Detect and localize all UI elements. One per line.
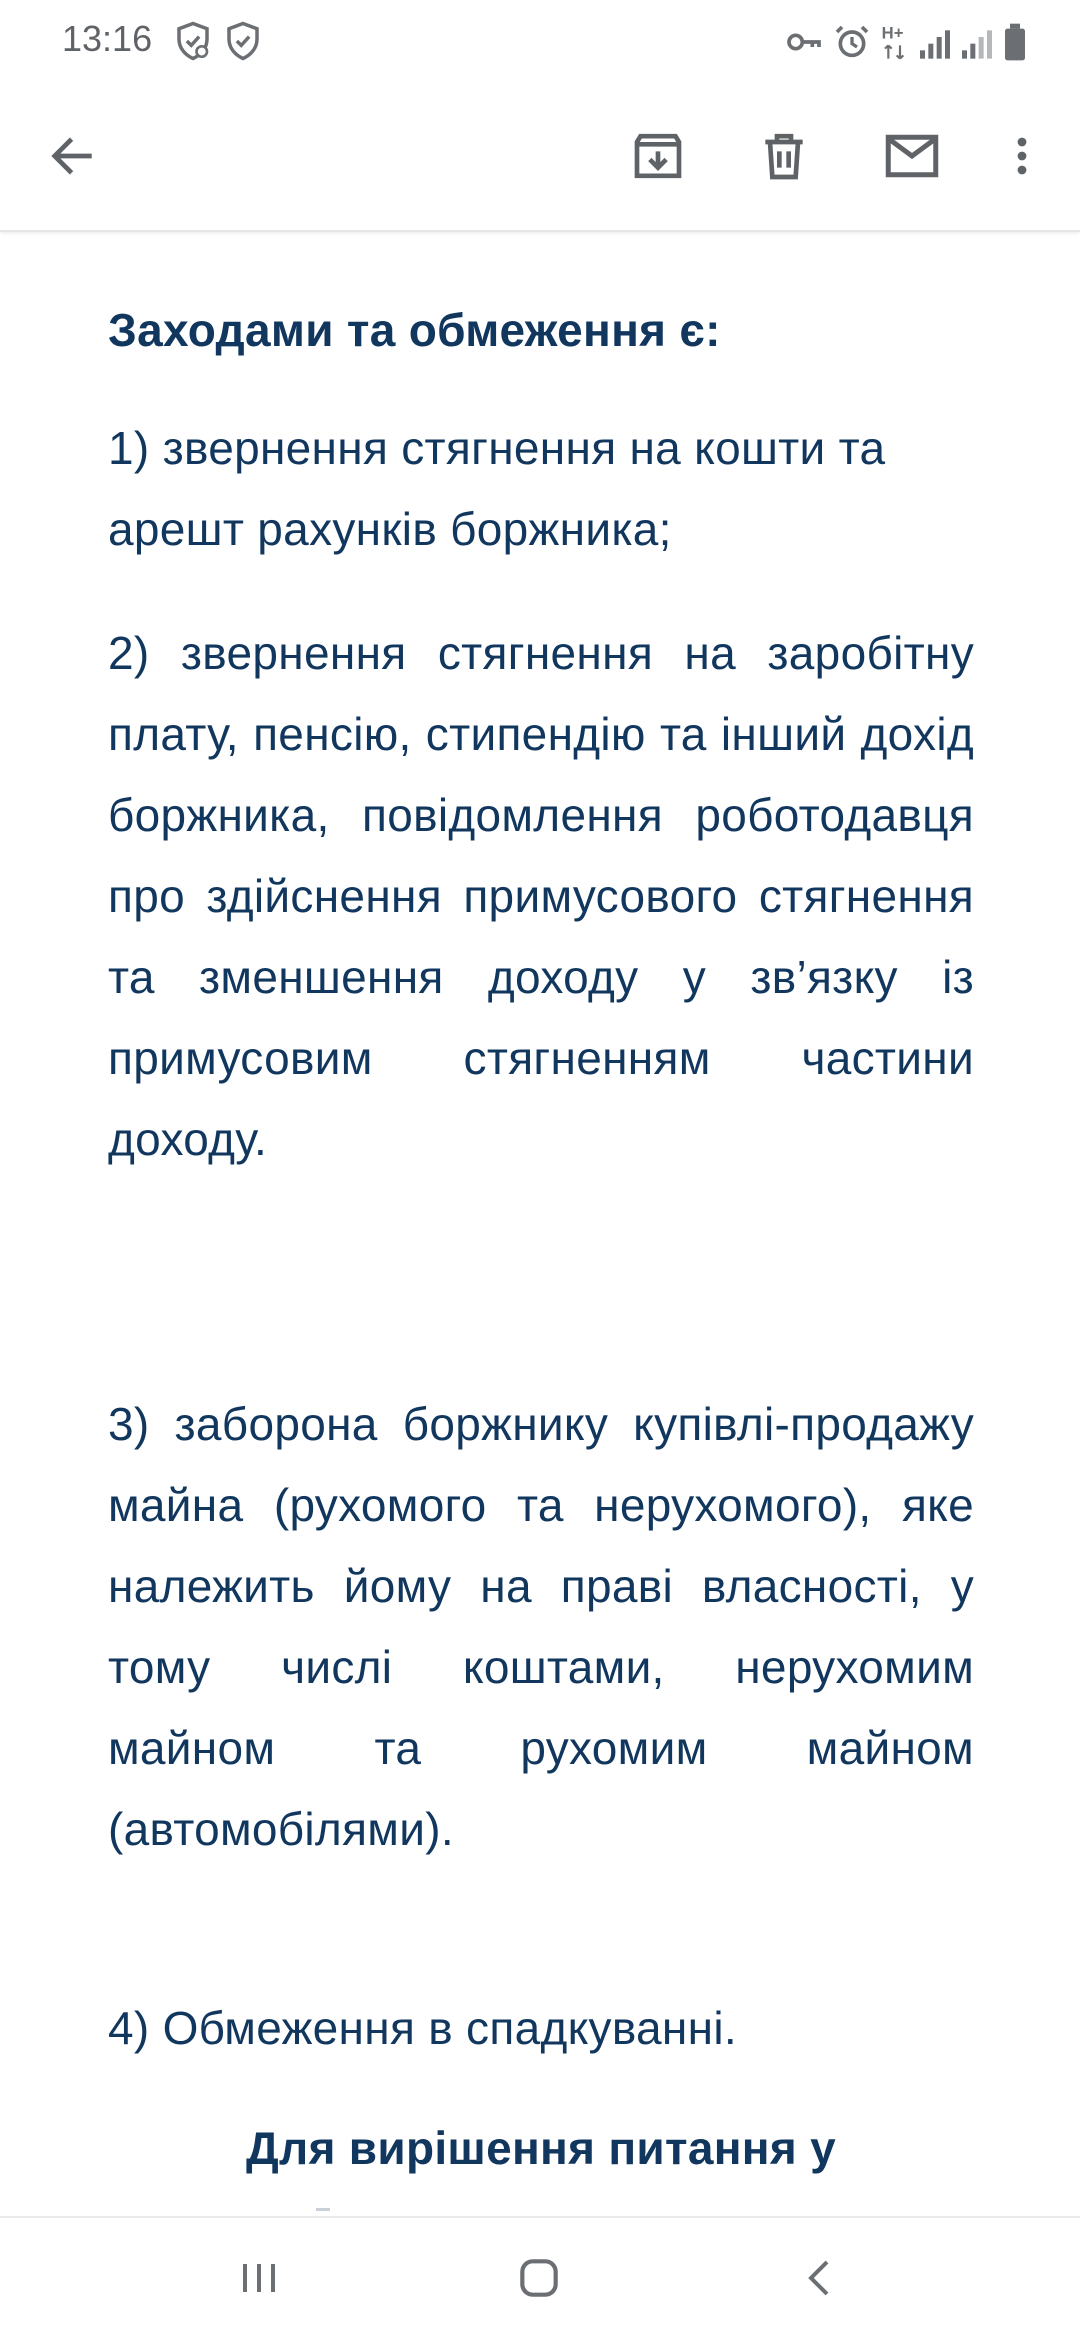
delete-button[interactable] xyxy=(740,114,828,202)
email-toolbar xyxy=(0,84,1080,232)
recents-button[interactable] xyxy=(214,2240,304,2320)
back-button[interactable] xyxy=(28,114,116,202)
back-chevron-icon xyxy=(797,2254,845,2307)
network-label: H+ xyxy=(881,23,904,43)
mail-icon xyxy=(882,126,942,191)
section-heading: Заходами та обмеження є: xyxy=(108,304,721,356)
paragraph-1: 1) звернення стягнення на кошти та арешт рахунків боржника; xyxy=(108,422,886,555)
section-heading-2: Для вирішення питання у xyxy=(245,2122,836,2174)
paragraph-2: 2) звернення стягнення на заробітну плату, пенсію, стипендію та інший дохід боржника, повідомлення роботодавця про здійснення примусового стягнення та зменшення доходу у зв’язку із примусовим стягненням частини доходу. xyxy=(108,627,974,1165)
archive-icon xyxy=(630,128,686,189)
status-left-icons xyxy=(172,20,264,62)
cut-off-text-fragment xyxy=(316,2208,330,2216)
network-h-plus-icon xyxy=(880,22,910,62)
recents-icon xyxy=(235,2254,283,2307)
shield-check-icon xyxy=(172,20,214,62)
home-icon xyxy=(514,2253,564,2308)
back-arrow-icon xyxy=(46,130,98,187)
battery-icon xyxy=(1002,22,1028,62)
archive-button[interactable] xyxy=(614,114,702,202)
signal-icon xyxy=(918,22,952,62)
nav-back-button[interactable] xyxy=(776,2240,866,2320)
paragraph-3: 3) заборона боржнику купівлі-продажу майна (рухомого та нерухомого), яке належить йому на праві власності, у тому числі коштами, нерухомим майном та рухомим майном (автомобілями). xyxy=(108,1398,974,1855)
home-button[interactable] xyxy=(494,2240,584,2320)
more-vert-icon xyxy=(998,128,1046,189)
status-bar xyxy=(0,0,1080,84)
status-time: 13:16 xyxy=(62,18,153,59)
mark-unread-button[interactable] xyxy=(868,114,956,202)
trash-icon xyxy=(756,128,812,189)
shield-icon xyxy=(222,20,264,62)
system-nav-bar xyxy=(0,2216,1080,2340)
more-options-button[interactable] xyxy=(978,114,1066,202)
status-right-icons xyxy=(784,22,1028,62)
signal-icon xyxy=(960,22,994,62)
alarm-icon xyxy=(832,22,872,62)
email-body xyxy=(0,232,1080,2216)
paragraph-4: 4) Обмеження в спадкуванні. xyxy=(108,2002,737,2054)
key-icon xyxy=(784,22,824,62)
